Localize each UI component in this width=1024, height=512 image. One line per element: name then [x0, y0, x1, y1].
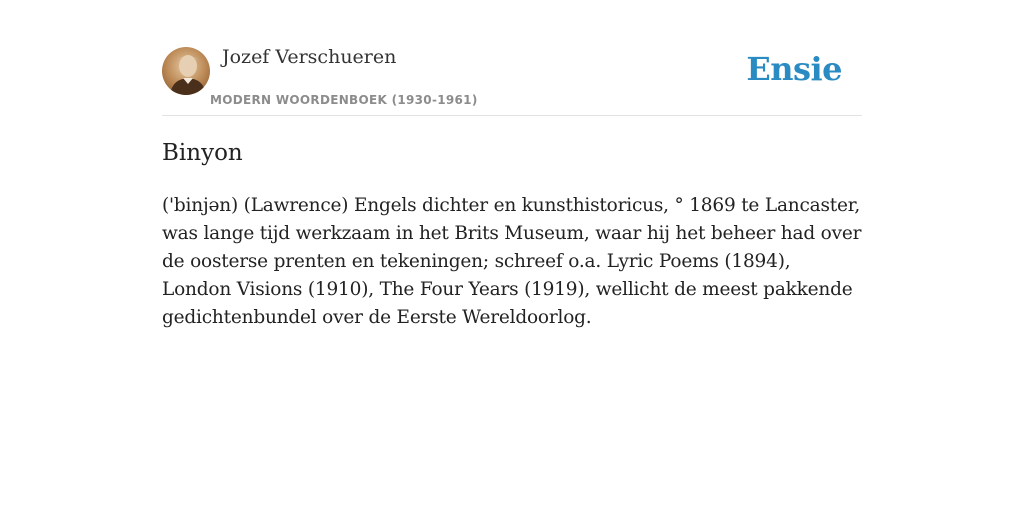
- author-portrait-icon: [162, 47, 210, 95]
- author-name[interactable]: Jozef Verschueren: [222, 46, 397, 68]
- entry-title: Binyon: [162, 140, 243, 166]
- source-dictionary-label[interactable]: MODERN WOORDENBOEK (1930-1961): [210, 93, 478, 107]
- entry-header: [162, 45, 862, 116]
- entry-definition: ('binjən) (Lawrence) Engels dichter en kunsthistoricus, ° 1869 te Lancaster, was lange tijd werkzaam in het Brits Museum, waar hij het beheer had over de oosterse prenten en tekeningen; schreef o.a. Lyric Poems (1894), London Visions (1910), The Four Years (1919), wellicht de meest pakkende gedichtenbundel over de Eerste Wereldoorlog.: [162, 195, 862, 328]
- ensie-logo[interactable]: Ensie: [746, 50, 842, 88]
- author-avatar[interactable]: [162, 47, 210, 95]
